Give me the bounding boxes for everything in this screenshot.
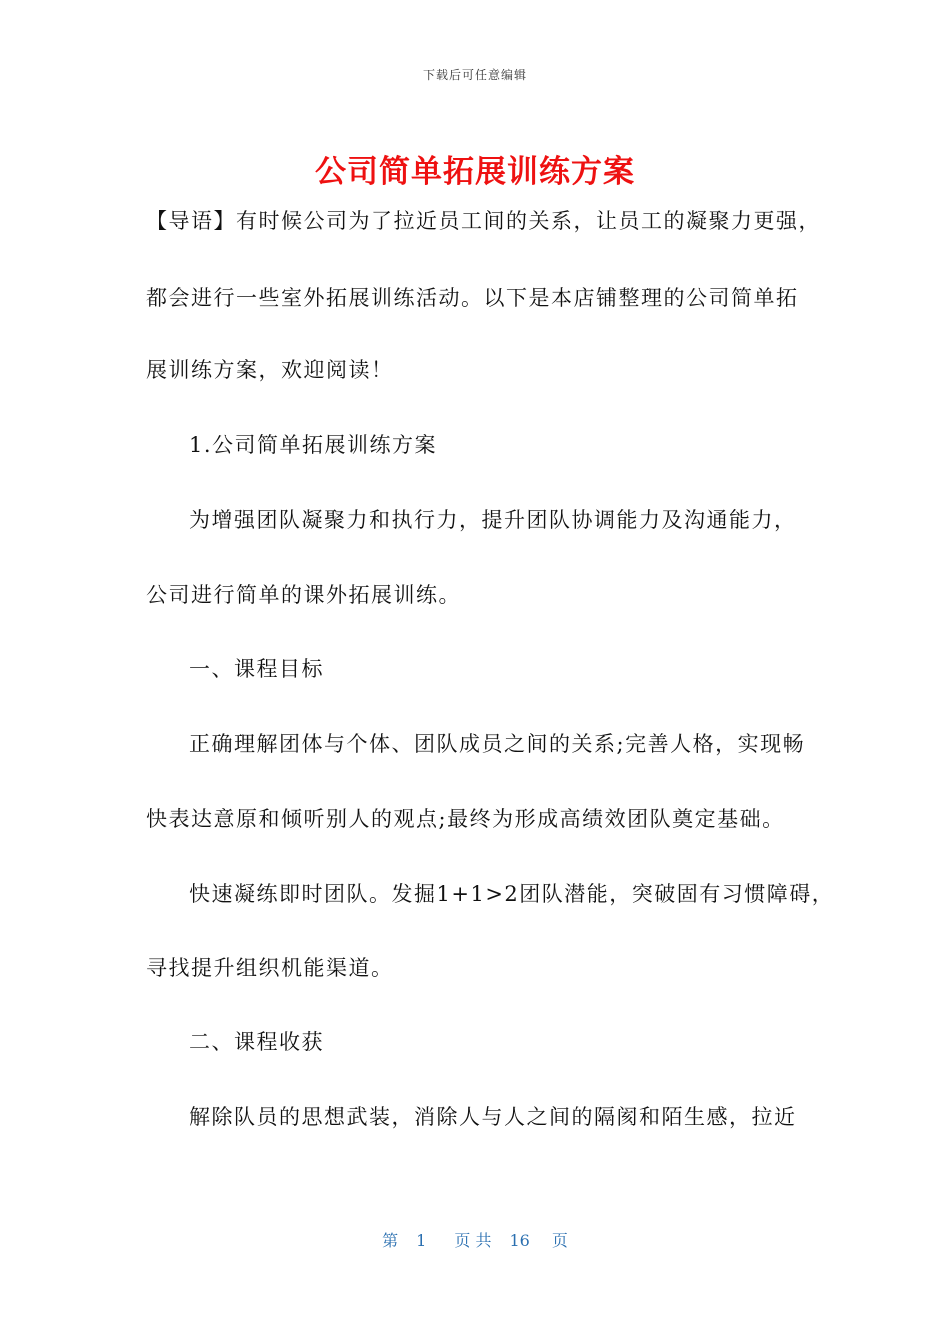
- page-label-mid: 页 共: [454, 1231, 492, 1250]
- paragraph-line: 展训练方案，欢迎阅读！: [146, 358, 394, 382]
- header-note: 下载后可任意编辑: [422, 68, 527, 82]
- paragraph-line: 为增强团队凝聚力和执行力，提升团队协调能力及沟通能力，: [189, 508, 797, 532]
- document-title: 公司简单拓展训练方案: [315, 154, 635, 190]
- paragraph-line: 公司进行简单的课外拓展训练。: [146, 583, 461, 607]
- section-heading: 1.公司简单拓展训练方案: [189, 433, 438, 457]
- total-page-count: 16: [509, 1231, 530, 1250]
- paragraph-line: 【导语】有时候公司为了拉近员工间的关系，让员工的凝聚力更强，: [146, 209, 821, 233]
- page-label-prefix: 第: [382, 1231, 399, 1250]
- paragraph-line: 快表达意原和倾听别人的观点;最终为形成高绩效团队奠定基础。: [146, 807, 785, 831]
- section-heading: 一、课程目标: [189, 657, 324, 681]
- section-heading: 二、课程收获: [189, 1030, 324, 1054]
- paragraph-line: 解除队员的思想武装，消除人与人之间的隔阂和陌生感，拉近: [189, 1105, 797, 1129]
- paragraph-line: 正确理解团体与个体、团队成员之间的关系;完善人格，实现畅: [189, 732, 806, 756]
- page-footer: [0, 1228, 950, 1251]
- paragraph-line: 寻找提升组织机能渠道。: [146, 956, 394, 980]
- paragraph-line: 都会进行一些室外拓展训练活动。以下是本店铺整理的公司简单拓: [146, 286, 799, 310]
- paragraph-line: 快速凝练即时团队。发掘1+1>2团队潜能，突破固有习惯障碍，: [189, 882, 835, 906]
- page-label-suffix: 页: [551, 1231, 568, 1250]
- current-page-number: 1: [416, 1231, 427, 1250]
